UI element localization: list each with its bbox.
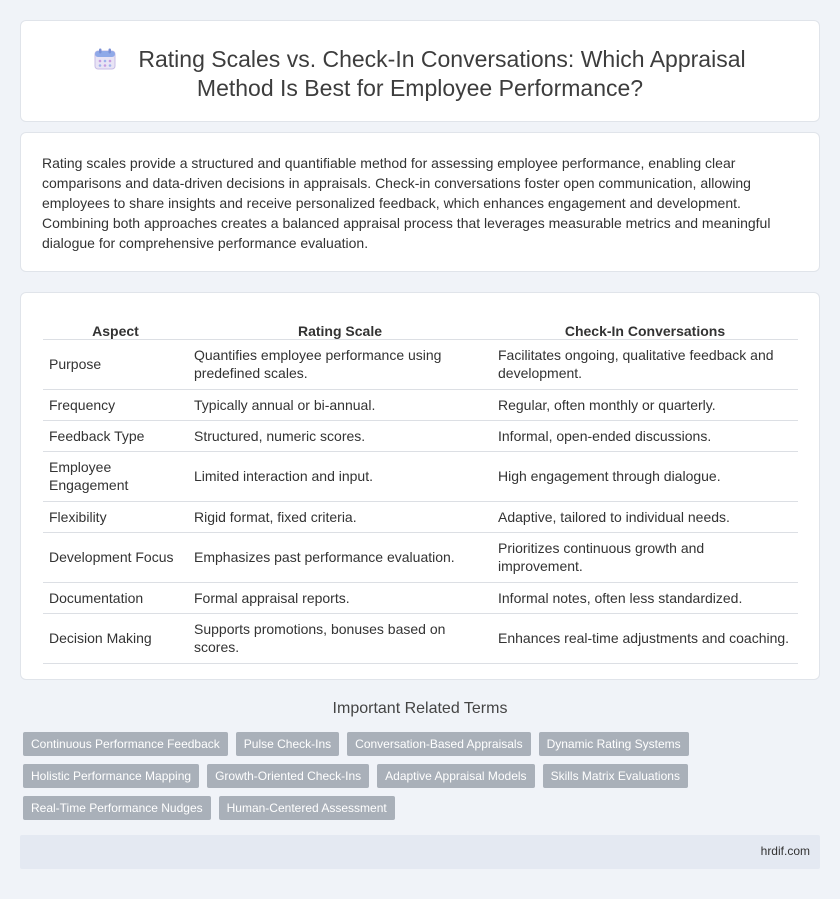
page-title xyxy=(61,45,779,103)
tag-item[interactable]: Skills Matrix Evaluations xyxy=(543,764,688,788)
tag-item[interactable]: Dynamic Rating Systems xyxy=(539,732,689,756)
table-row xyxy=(43,389,798,420)
tag-item[interactable]: Pulse Check-Ins xyxy=(236,732,339,756)
cell-rating-scale: Limited interaction and input. xyxy=(188,451,492,501)
footer-site-link[interactable]: hrdif.com xyxy=(760,844,810,858)
table-row xyxy=(43,532,798,582)
cell-aspect: Purpose xyxy=(43,339,188,389)
intro-paragraph: Rating scales provide a structured and quantifiable method for assessing employee performance, enabling clear comparisons and data-driven decisions in appraisals. Check-in conversations foster open communication, allowing employees to share insights and receive personalized feedback, which enhances engagement and development. Combining both approaches creates a balanced appraisal process that leverages measurable metrics and meaningful dialogue for comprehensive performance evaluation. xyxy=(42,155,771,251)
cell-aspect: Frequency xyxy=(43,389,188,420)
cell-check-in: Informal, open-ended discussions. xyxy=(492,420,798,451)
related-terms-title: Important Related Terms xyxy=(332,700,508,717)
comparison-card xyxy=(20,292,820,680)
cell-check-in: Adaptive, tailored to individual needs. xyxy=(492,501,798,532)
cell-check-in: Prioritizes continuous growth and improvement. xyxy=(492,532,798,582)
tag-item[interactable]: Adaptive Appraisal Models xyxy=(377,764,534,788)
tag-item[interactable]: Continuous Performance Feedback xyxy=(23,732,228,756)
table-row xyxy=(43,582,798,613)
header-aspect: Aspect xyxy=(43,315,188,339)
table-row xyxy=(43,451,798,501)
page-title-text: Rating Scales vs. Check-In Conversations: Which Appraisal Method Is Best for Employee Performance? xyxy=(138,46,746,101)
header-check-in: Check-In Conversations xyxy=(492,315,798,339)
table-row xyxy=(43,339,798,389)
tag-item[interactable]: Human-Centered Assessment xyxy=(219,796,395,820)
intro-card xyxy=(20,132,820,272)
cell-rating-scale: Structured, numeric scores. xyxy=(188,420,492,451)
cell-aspect: Employee Engagement xyxy=(43,451,188,501)
cell-aspect: Feedback Type xyxy=(43,420,188,451)
comparison-table xyxy=(43,315,798,664)
cell-aspect: Development Focus xyxy=(43,532,188,582)
cell-check-in: Informal notes, often less standardized. xyxy=(492,582,798,613)
footer-bar xyxy=(20,835,820,869)
table-row xyxy=(43,613,798,663)
table-row xyxy=(43,501,798,532)
calendar-icon xyxy=(94,48,116,70)
cell-rating-scale: Typically annual or bi-annual. xyxy=(188,389,492,420)
tag-item[interactable]: Conversation-Based Appraisals xyxy=(347,732,530,756)
cell-rating-scale: Supports promotions, bonuses based on scores. xyxy=(188,613,492,663)
cell-aspect: Documentation xyxy=(43,582,188,613)
tag-item[interactable]: Real-Time Performance Nudges xyxy=(23,796,211,820)
cell-aspect: Decision Making xyxy=(43,613,188,663)
header-rating-scale: Rating Scale xyxy=(188,315,492,339)
cell-rating-scale: Formal appraisal reports. xyxy=(188,582,492,613)
tag-item[interactable]: Holistic Performance Mapping xyxy=(23,764,199,788)
title-card xyxy=(20,20,820,122)
tag-item[interactable]: Growth-Oriented Check-Ins xyxy=(207,764,369,788)
table-row xyxy=(43,420,798,451)
cell-rating-scale: Quantifies employee performance using predefined scales. xyxy=(188,339,492,389)
cell-check-in: Facilitates ongoing, qualitative feedback and development. xyxy=(492,339,798,389)
cell-rating-scale: Emphasizes past performance evaluation. xyxy=(188,532,492,582)
cell-check-in: Enhances real-time adjustments and coaching. xyxy=(492,613,798,663)
cell-aspect: Flexibility xyxy=(43,501,188,532)
related-terms-tags xyxy=(23,732,703,820)
table-header-row xyxy=(43,315,798,339)
cell-check-in: Regular, often monthly or quarterly. xyxy=(492,389,798,420)
cell-rating-scale: Rigid format, fixed criteria. xyxy=(188,501,492,532)
cell-check-in: High engagement through dialogue. xyxy=(492,451,798,501)
